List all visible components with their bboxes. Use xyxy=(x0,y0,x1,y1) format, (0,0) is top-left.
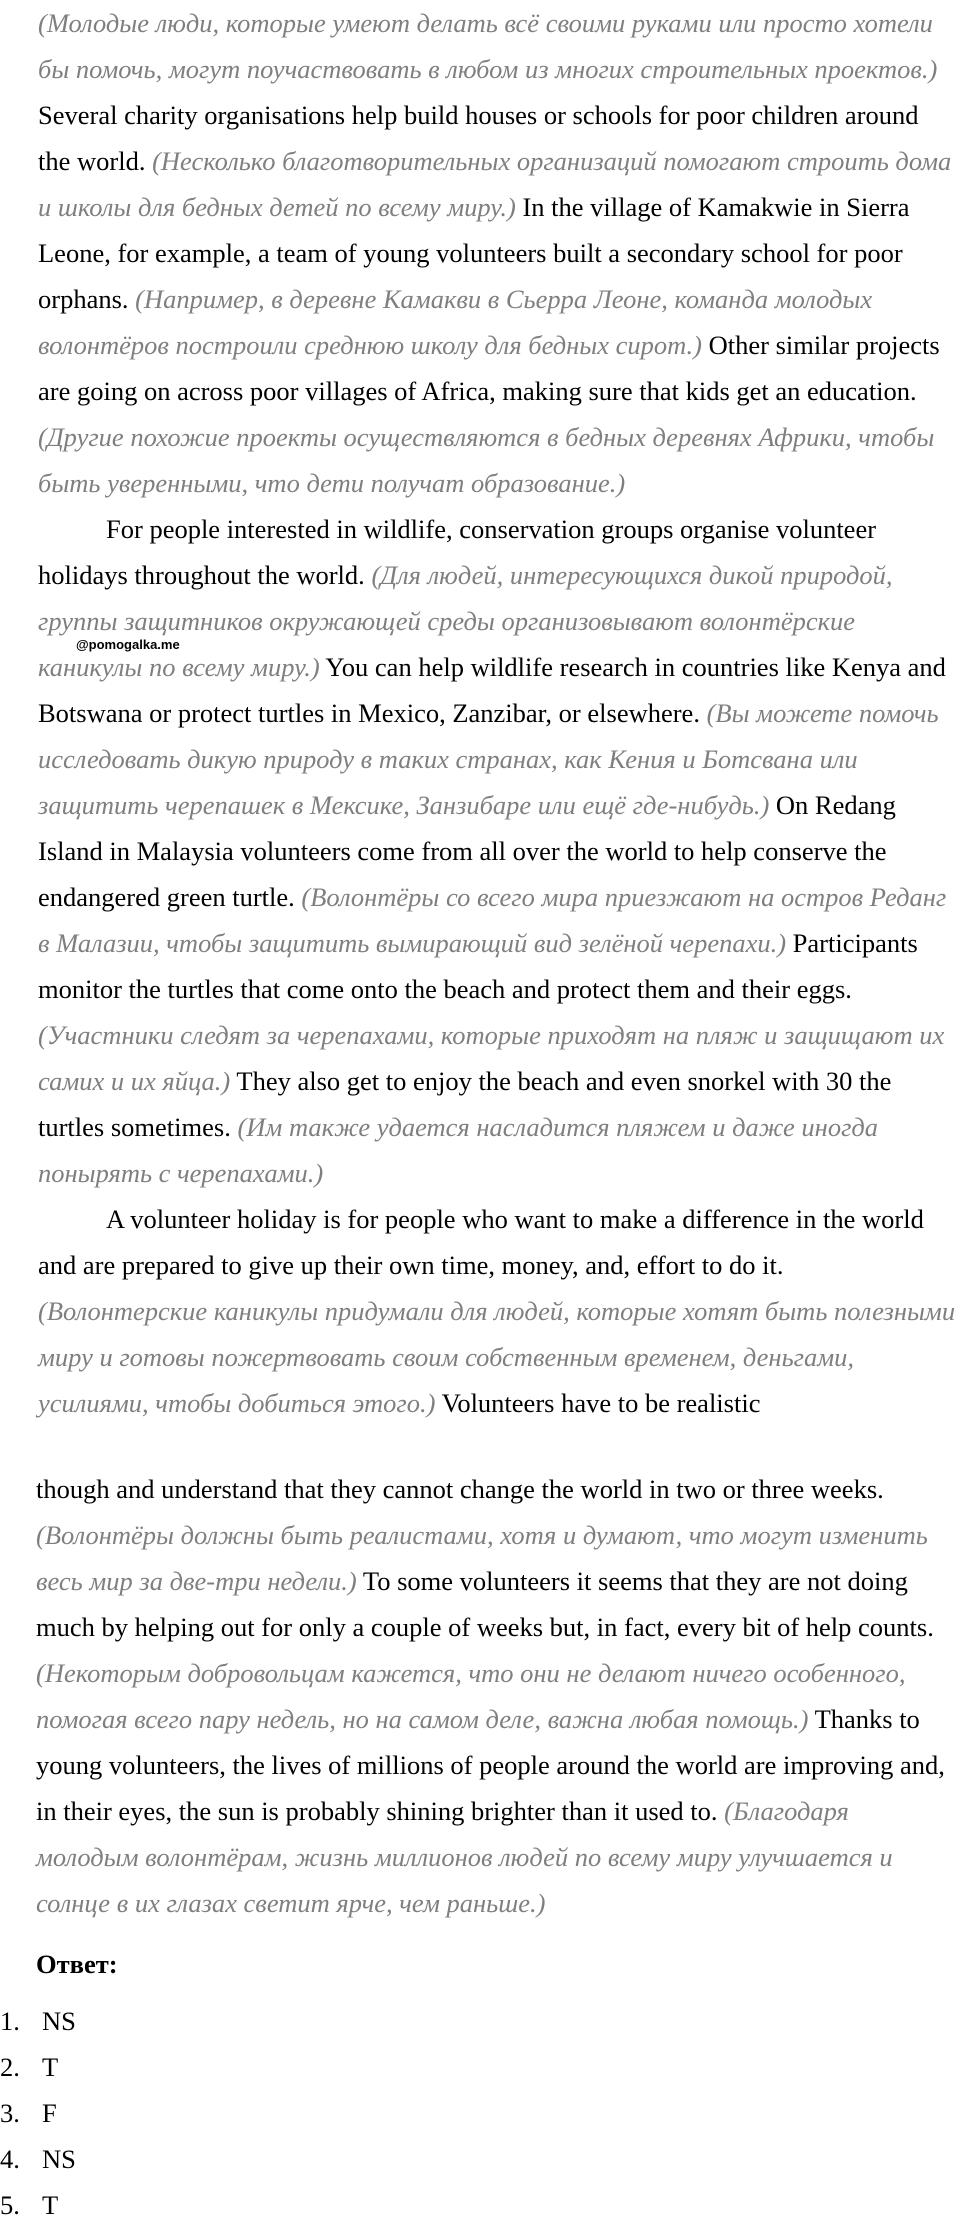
answer-list xyxy=(0,1998,76,2228)
answer-value: NS xyxy=(42,2006,76,2036)
translation-text: (Волонтерские каникулы придумали для людей, которые хотят быть полезными миру и готовы пожертвовать своим собственным временем, деньгами, усилиями, чтобы добиться этого.) xyxy=(38,1296,956,1418)
answer-item xyxy=(0,1998,76,2044)
english-text: To some volunteers it seems that they are not doing much by helping out for only a couple of weeks but, in fact, every bit of help counts. xyxy=(36,1566,934,1642)
paragraph-volunteer-holiday xyxy=(38,1196,956,1426)
answer-item xyxy=(0,2044,76,2090)
english-text: A volunteer holiday is for people who want to make a difference in the world and are prepared to give up their own time, money, and, effort to do it. xyxy=(38,1204,924,1280)
answer-number: 5. xyxy=(0,2190,20,2220)
translation-text: (Вы можете помочь исследовать дикую природу в таких странах, как Кения и Ботсвана или защитить черепашек в Мексике, Занзибаре или ещё где-нибудь.) xyxy=(38,698,939,820)
translation-text: (Им также удается насладится пляжем и даже иногда понырять с черепахами.) xyxy=(38,1112,879,1188)
paragraph-building-projects xyxy=(38,0,956,506)
answer-value: T xyxy=(42,2190,59,2220)
paragraph-realistic xyxy=(36,1466,954,1926)
translation-text: (Молодые люди, которые умеют делать всё своими руками или просто хотели бы помочь, могут поучаствовать в любом из многих строительных проектов.) xyxy=(38,8,938,84)
translation-text: (Участники следят за черепахами, которые приходят на пляж и защищают их самих и их яйца.) xyxy=(38,1020,945,1096)
english-text: Thanks to young volunteers, the lives of millions of people around the world are improving and, in their eyes, the sun is probably shining brighter than it used to. xyxy=(36,1704,945,1826)
answer-number: 1. xyxy=(0,2006,20,2036)
answer-number: 4. xyxy=(0,2144,20,2174)
english-text: Several charity organisations help build houses or schools for poor children around the world. xyxy=(38,100,919,176)
english-text: They also get to enjoy the beach and even snorkel with 30 the turtles sometimes. xyxy=(38,1066,892,1142)
translation-text: (Благодаря молодым волонтёрам, жизнь миллионов людей по всему миру улучшается и солнце в их глазах светит ярче, чем раньше.) xyxy=(36,1796,893,1918)
answer-item xyxy=(0,2136,76,2182)
answer-title: Ответ: xyxy=(36,1949,118,1979)
answer-value: F xyxy=(42,2098,57,2128)
english-text: though and understand that they cannot change the world in two or three weeks. xyxy=(36,1474,884,1504)
translation-text: (Некоторым добровольцам кажется, что они не делают ничего особенного, помогая всего пару недель, но на самом деле, важна любая помощь.) xyxy=(36,1658,906,1734)
translation-text: (Для людей, интересующихся дикой природой, группы защитников окружающей среды организовывают волонтёрские каникулы по всему миру.) xyxy=(38,560,893,682)
answer-number: 2. xyxy=(0,2052,20,2082)
english-text: Participants monitor the turtles that come onto the beach and protect them and their eggs. xyxy=(38,928,918,1004)
answer-value: T xyxy=(42,2052,59,2082)
translation-text: (Волонтёры должны быть реалистами, хотя и думают, что могут изменить весь мир за две-три недели.) xyxy=(36,1520,928,1596)
watermark: @pomogalka.me xyxy=(76,637,180,652)
paragraph-wildlife xyxy=(38,506,956,1196)
translation-text: (Волонтёры со всего мира приезжают на остров Реданг в Малазии, чтобы защитить вымирающий вид зелёной черепахи.) xyxy=(38,882,947,958)
answer-number: 3. xyxy=(0,2098,20,2128)
answer-value: NS xyxy=(42,2144,76,2174)
answer-item xyxy=(0,2182,76,2228)
english-text: You can help wildlife research in countries like Kenya and Botswana or protect turtles in Mexico, Zanzibar, or elsewhere. xyxy=(38,652,946,728)
translation-text: (Например, в деревне Камакви в Сьерра Леоне, команда молодых волонтёров построили среднюю школу для бедных сирот.) xyxy=(38,284,873,360)
answer-item xyxy=(0,2090,76,2136)
translation-text: (Несколько благотворительных организаций помогают строить дома и школы для бедных детей по всему миру.) xyxy=(38,146,952,222)
english-text: On Redang Island in Malaysia volunteers come from all over the world to help conserve the endangered green turtle. xyxy=(38,790,896,912)
english-text: In the village of Kamakwie in Sierra Leone, for example, a team of young volunteers built a secondary school for poor orphans. xyxy=(38,192,910,314)
english-text: For people interested in wildlife, conservation groups organise volunteer holidays throughout the world. xyxy=(38,514,877,590)
english-text: Volunteers have to be realistic xyxy=(441,1388,761,1418)
english-text: Other similar projects are going on across poor villages of Africa, making sure that kids get an education. xyxy=(38,330,940,406)
translation-text: (Другие похожие проекты осуществляются в бедных деревнях Африки, чтобы быть уверенными, что дети получат образование.) xyxy=(38,422,935,498)
